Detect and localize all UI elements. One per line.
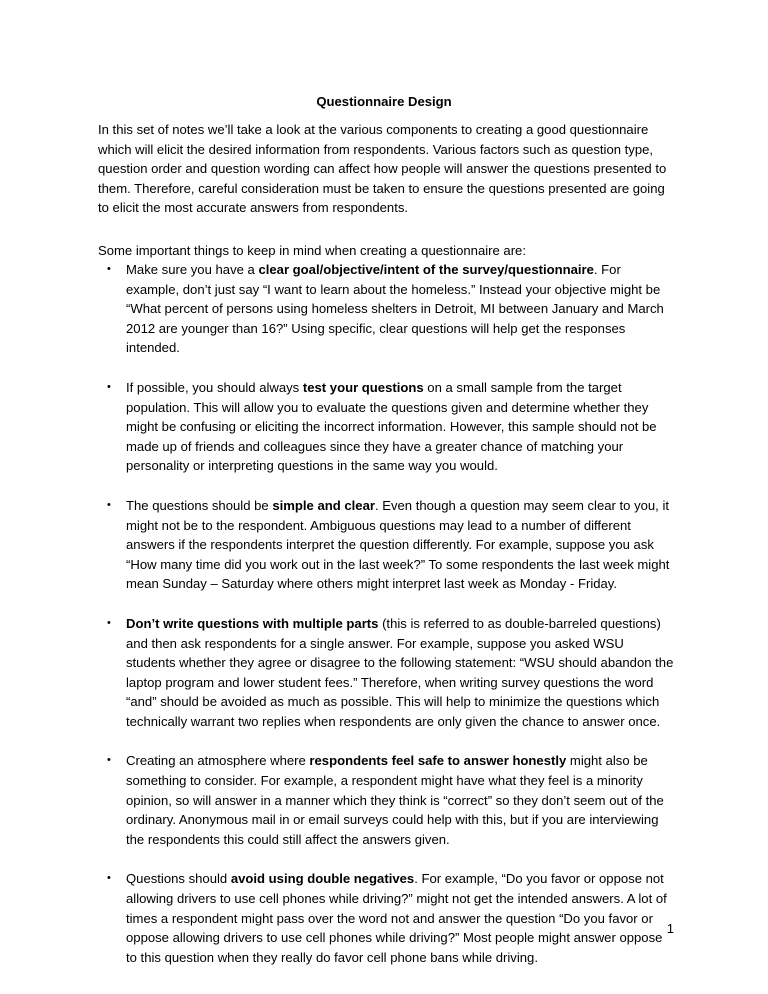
list-item-text-bold: simple and clear xyxy=(272,497,375,513)
list-item-text-plain: Questions should xyxy=(126,871,231,887)
bullet-icon: • xyxy=(107,754,111,767)
page-number: 1 xyxy=(666,921,674,936)
bullet-icon: • xyxy=(107,498,111,511)
list-item-text-plain: (this is referred to as double-barreled questions) and then ask respondents for a single answer. For example, suppose you asked WSU students whether they agree or disagree to the following statement: “WSU should abandon the laptop program and lower student fees.” Therefore, when writing survey questions the word “and” should be avoided as much as possible. This will help to minimize the questions which technically warrant two replies when respondents are only given the chance to answer once. xyxy=(126,615,674,729)
list-item-text xyxy=(126,498,669,591)
bullet-icon: • xyxy=(107,616,111,629)
list-item xyxy=(98,614,674,732)
list-item-text-plain: might also be something to consider. For example, a respondent might have what they feel is a minority opinion, so will answer in a manner which they think is “correct” so they don’t seem out of the ordinary. Anonymous mail in or email surveys could help with this, but if you are interviewing the respondents this could still affect the answers given. xyxy=(126,753,664,847)
list-item xyxy=(98,869,674,967)
intro-paragraph: In this set of notes we’ll take a look at the various components to creating a good questionnaire which will elicit the desired information from respondents. Various factors such as question type, question order and question wording can affect how people will answer the questions presented to them. Therefore, careful consideration must be taken to ensure the questions presented are going to elicit the most accurate answers from respondents. xyxy=(98,122,667,216)
list-item-text-plain: on a small sample from the target population. This will allow you to evaluate the questions given and determine whether they might be confusing or eliciting the incorrect information. However, this sample should not be made up of friends and colleagues since they have a greater chance of matching your personality or interpreting questions in the same way you would. xyxy=(126,379,657,474)
list-item-text-plain: The questions should be xyxy=(126,497,273,513)
list-item-text-bold: avoid using double negatives xyxy=(230,871,415,887)
list-item-text xyxy=(126,871,667,964)
list-item-text-bold: Don’t write questions with multiple parts xyxy=(126,615,379,631)
list-item xyxy=(98,496,674,594)
list-item-text xyxy=(126,616,673,729)
guidelines-list xyxy=(98,260,674,967)
bullet-icon: • xyxy=(107,872,111,885)
list-item-text-bold: clear goal/objective/intent of the survey/questionnaire xyxy=(258,262,594,277)
list-item xyxy=(98,751,674,849)
bullet-icon: • xyxy=(107,263,111,275)
list-item-text xyxy=(126,380,657,473)
document-title: Questionnaire Design xyxy=(316,94,452,109)
list-item-text xyxy=(126,262,664,355)
list-lead-in: Some important things to keep in mind when creating a questionnaire are: xyxy=(98,243,526,258)
list-item xyxy=(98,378,674,476)
list-item-text-plain: Creating an atmosphere where xyxy=(126,753,310,769)
bullet-icon: • xyxy=(107,380,111,393)
list-item xyxy=(98,260,674,358)
list-item-text-plain: If possible, you should always xyxy=(126,379,303,395)
list-item-text-plain: . For example, “Do you favor or oppose not allowing drivers to use cell phones while driving?” might not get the intended answers. A lot of times a respondent might pass over the word not and answer the question “Do you favor or oppose allowing drivers to use cell phones while driving?” Most people might answer oppose to this question when they really do favor cell phone bans while driving. xyxy=(126,871,667,965)
list-item-text-bold: test your questions xyxy=(302,379,424,395)
list-item-text-bold: respondents feel safe to answer honestly xyxy=(309,753,567,769)
list-item-text-plain: . Even though a question may seem clear to you, it might not be to the respondent. Ambiguous questions may lead to a number of different answers if the respondents interpret the question differently. For example, suppose you ask “How many time did you work out in the last week?” To some respondents the last week might mean Sunday – Saturday where others might interpret last week as Monday - Friday. xyxy=(126,497,670,592)
list-item-text-plain: Make sure you have a xyxy=(126,262,259,277)
list-item-text xyxy=(126,753,664,846)
list-item-text-plain: . For example, don’t just say “I want to learn about the homeless.” Instead your objective might be “What percent of persons using homeless shelters in Detroit, MI between January and March 2012 are younger than 16?” Using specific, clear questions will help get the responses intended. xyxy=(126,262,664,356)
